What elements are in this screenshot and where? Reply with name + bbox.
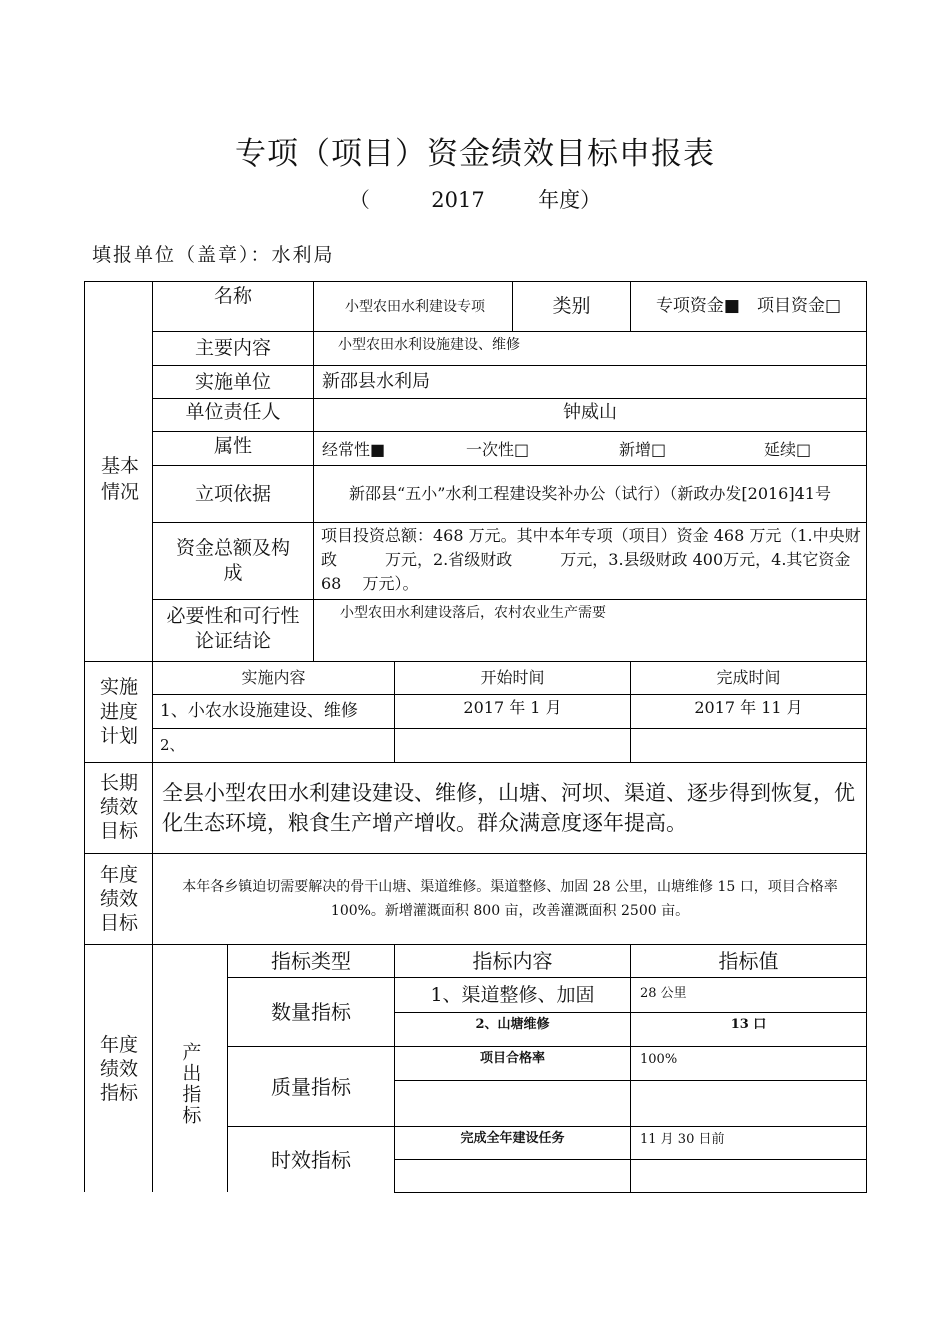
attribute-new: 新增□ [619,439,667,459]
content-label: 主要内容 [194,337,271,360]
impl-unit-value: 新邵县水利局 [322,371,430,393]
quantity-item-2-value: 13 口 [730,1016,767,1032]
schedule-col-end: 完成时间 [716,667,781,687]
annual-section-label: 年度绩效目标 [99,864,138,934]
schedule-row-2-end [631,729,866,762]
indicators-section-label: 年度绩效指标 [99,1034,138,1104]
indicator-col-value: 指标值 [718,949,779,973]
attribute-one-time: 一次性□ [466,439,530,459]
schedule-row-2-start [395,729,630,762]
quantity-item-1-content: 1、渠道整修、加固 [430,983,595,1006]
responsible-value: 钟威山 [563,402,617,424]
table-border-left [84,281,85,1192]
rule [84,853,867,854]
schedule-row-1-start: 2017 年 1 月 [463,697,562,717]
schedule-row-2-content: 2、 [160,735,185,754]
schedule-row-1-content: 1、小农水设施建设、维修 [160,701,358,722]
schedule-row-1-end: 2017 年 11 月 [694,697,803,717]
rule [84,762,867,763]
quality-indicator-label: 质量指标 [271,1074,351,1099]
page-title: 专项（项目）资金绩效目标申报表 [235,136,715,172]
attribute-regular: 经常性■ [322,439,386,459]
quantity-item-1-value: 28 公里 [640,985,687,1001]
rule [152,762,153,944]
indicator-col-type: 指标类型 [271,949,351,973]
quantity-indicator-label: 数量指标 [271,1000,351,1024]
responsible-label: 单位责任人 [185,400,281,423]
quality-item-1-content: 项目合格率 [479,1050,545,1066]
year-line [0,184,950,214]
timeliness-item-1-content: 完成全年建设任务 [460,1130,565,1146]
annual-text: 本年各乡镇迫切需要解决的骨干山塘、渠道维修。渠道整修、加固 28 公里，山塘维修 15 口，项目合格率 100%。新增灌溉面积 800 亩，改善灌溉面积 2500 亩。 [182,879,838,919]
funds-value: 项目投资总额：468 万元。其中本年专项（项目）资金 468 万元（1.中央财政 万元，2.省级财政 万元，3.县级财政 400万元，4.其它资金 68 万元）。 [321,526,867,593]
indicator-col-content: 指标内容 [472,949,553,973]
quality-item-1-value: 100% [640,1051,678,1067]
attribute-label: 属性 [213,434,252,457]
long-term-text: 全县小型农田水利建设建设、维修，山塘、河坝、渠道、逐步得到恢复，优化生态环境，粮食生产增产增收。群众满意度逐年提高。 [162,780,855,835]
attribute-continued: 延续□ [764,439,812,459]
year-close: 年度） [538,188,602,212]
reporting-unit: 填报单位（盖章）：水利局 [92,244,335,266]
basic-section-label: 基本情况 [100,455,139,503]
table-border-right-1 [866,281,867,661]
funds-label: 资金总额及构成 [175,537,290,584]
schedule-section-label: 实施进度计划 [99,675,138,748]
timeliness-item-1-value: 11 月 30 日前 [640,1131,725,1147]
quantity-item-2-content: 2、山塘维修 [475,1016,550,1032]
category-label: 类别 [552,295,591,318]
rule [394,1192,867,1193]
long-term-section-label: 长期绩效目标 [99,772,138,842]
name-label: 名称 [213,284,252,307]
rule [394,1080,867,1081]
rule [152,944,153,1192]
necessity-value: 小型农田水利建设落后，农村农业生产需要 [340,604,606,621]
rule [630,944,631,1192]
year-value: 2017 [431,188,485,212]
basis-label: 立项依据 [194,482,271,505]
content-value: 小型农田水利设施建设、维修 [338,336,520,353]
rule [313,281,314,661]
basis-value: 新邵县“五小”水利工程建设奖补办公（试行）（新政办发[2016]41号 [349,484,831,503]
category-value: 专项资金■ 项目资金□ [655,296,842,317]
schedule-col-content: 实施内容 [241,667,306,687]
necessity-label: 必要性和可行性论证结论 [166,605,300,652]
table-border-right-2 [866,661,867,1193]
year-open: （ [348,188,370,212]
impl-unit-label: 实施单位 [194,370,271,393]
name-value: 小型农田水利建设专项 [345,298,485,315]
rule [394,1159,867,1160]
timeliness-indicator-label: 时效指标 [271,1147,351,1172]
schedule-col-start: 开始时间 [480,667,545,687]
output-indicators-label: 产出指标 [179,1042,202,1126]
